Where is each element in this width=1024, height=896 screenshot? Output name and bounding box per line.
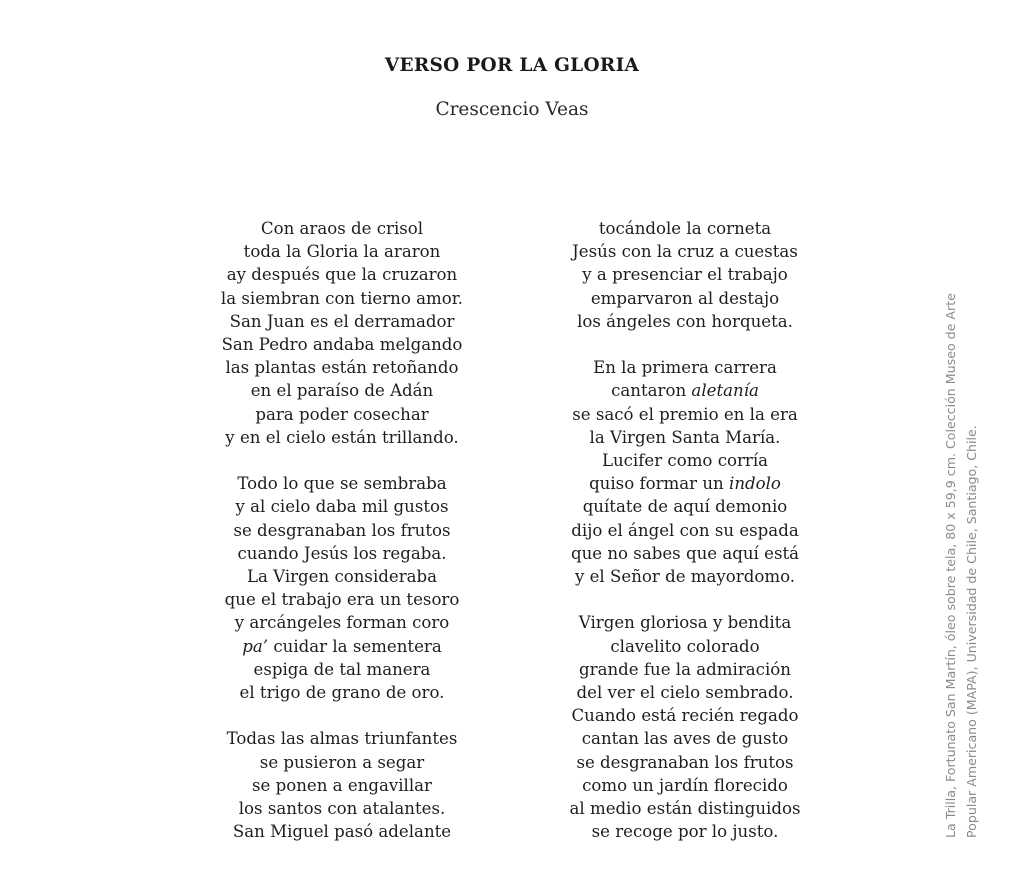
verse-line: San Pedro andaba melgando <box>221 335 463 355</box>
verse-line: del ver el cielo sembrado. <box>576 683 794 703</box>
verse-line: se sacó el premio en la era <box>572 404 798 424</box>
stanza-right-3 <box>520 611 850 843</box>
verse-line <box>177 635 507 658</box>
verse-line: tocándole la corneta <box>598 219 772 238</box>
verse-line: cuando Jesús los regaba. <box>237 543 447 563</box>
verse-line: toda la Gloria la araron <box>243 242 441 262</box>
stanza-left-1 <box>177 217 507 449</box>
verse-line: y arcángeles forman coro <box>234 613 450 633</box>
verse-line: y el Señor de mayordomo. <box>574 567 796 587</box>
verse-line: que no sabes que aquí está <box>570 543 800 563</box>
poem-title: VERSO POR LA GLORIA <box>384 55 640 76</box>
verse-line: Cuando está recién regado <box>571 706 799 726</box>
verse-line: se ponen a engavillar <box>251 775 432 795</box>
verse-line: espiga de tal manera <box>253 659 431 679</box>
poem-right-column <box>520 217 850 843</box>
verse-line: Virgen gloriosa y bendita <box>578 613 792 633</box>
verse-line: para poder cosechar <box>255 404 429 424</box>
verse-line: San Miguel pasó adelante <box>232 822 452 842</box>
verse-line: Con araos de crisol <box>260 219 424 238</box>
verse-line: clavelito colorado <box>610 636 760 656</box>
verse-line: las plantas están retoñando <box>225 358 459 378</box>
verse-line-rest: cuidar la sementera <box>268 636 442 656</box>
verse-line: los santos con atalantes. <box>238 799 446 819</box>
verse-line <box>520 379 850 402</box>
italic-word: pa’ <box>242 636 269 656</box>
verse-line: quítate de aquí demonio <box>582 497 788 517</box>
verse-line: se pusieron a segar <box>259 752 425 772</box>
verse-line: como un jardín florecido <box>582 775 788 795</box>
verse-line: al medio están distinguidos <box>569 799 801 819</box>
verse-line: la Virgen Santa María. <box>589 427 781 447</box>
verse-line: Jesús con la cruz a cuestas <box>572 242 798 262</box>
verse-line: cantan las aves de gusto <box>581 729 789 749</box>
poem-author: Crescencio Veas <box>435 99 589 120</box>
verse-line: La Virgen consideraba <box>246 567 438 587</box>
verse-line: y a presenciar el trabajo <box>582 265 788 285</box>
verse-line: Lucifer como corría <box>601 451 769 471</box>
verse-line: la siembran con tierno amor. <box>220 288 464 308</box>
verse-line: el trigo de grano de oro. <box>239 683 445 703</box>
caption-line-1: La Trilla, Fortunato San Martín, óleo sobre tela, 80 x 59,9 cm. Colección Museo de Arte <box>943 293 958 838</box>
verse-line <box>520 472 850 495</box>
verse-line: y en el cielo están trillando. <box>225 427 459 447</box>
verse-line: dijo el ángel con su espada <box>571 520 799 540</box>
verse-line: Todas las almas triunfantes <box>226 729 458 749</box>
verse-line: se recoge por lo justo. <box>591 822 779 842</box>
stanza-right-1 <box>520 217 850 333</box>
verse-line: en el paraíso de Adán <box>250 381 434 401</box>
verse-line: los ángeles con horqueta. <box>577 311 793 331</box>
verse-line: grande fue la admiración <box>579 659 791 679</box>
verse-line: ay después que la cruzaron <box>226 265 458 285</box>
verse-line-start: cantaron <box>611 381 692 401</box>
poem-left-column <box>177 217 507 843</box>
italic-word: aletanía <box>691 381 759 401</box>
verse-line: emparvaron al destajo <box>590 288 780 308</box>
verse-line: Todo lo que se sembraba <box>237 474 447 494</box>
verse-line: se desgranaban los frutos <box>576 752 794 772</box>
image-caption <box>940 238 982 838</box>
stanza-left-2 <box>177 472 507 704</box>
verse-line: se desgranaban los frutos <box>233 520 451 540</box>
caption-line-2: Popular Americano (MAPA), Universidad de Chile, Santiago, Chile. <box>964 425 979 838</box>
verse-line-start: quiso formar un <box>589 474 730 494</box>
verse-line: y al cielo daba mil gustos <box>235 497 449 517</box>
stanza-left-3 <box>177 727 507 843</box>
verse-line: que el trabajo era un tesoro <box>224 590 460 610</box>
verse-line: San Juan es el derramador <box>229 311 455 331</box>
stanza-right-2 <box>520 356 850 588</box>
italic-word: indolo <box>729 474 781 494</box>
verse-line: En la primera carrera <box>593 358 777 378</box>
